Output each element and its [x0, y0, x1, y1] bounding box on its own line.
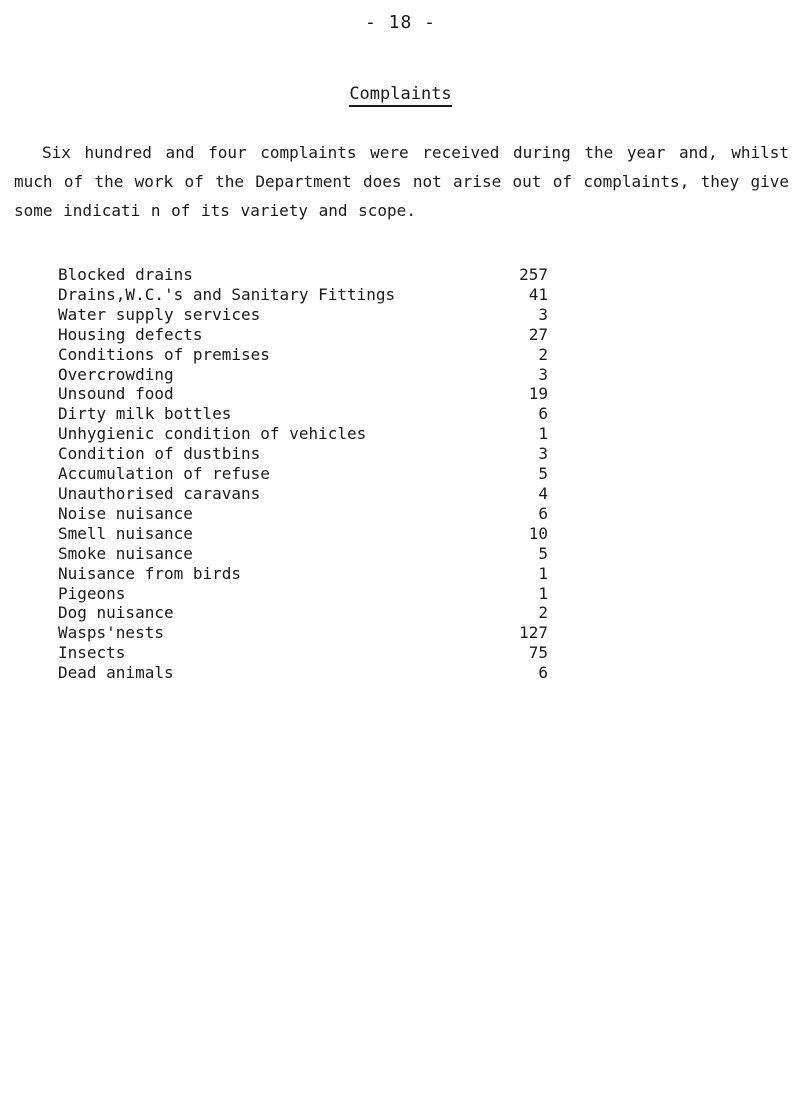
complaint-category: Unhygienic condition of vehicles: [58, 424, 367, 444]
table-row: [58, 643, 548, 663]
complaint-category: Nuisance from birds: [58, 563, 242, 583]
complaint-count: 257: [519, 265, 548, 284]
table-row: [58, 524, 548, 544]
complaint-count: 6: [538, 663, 548, 683]
complaint-category: Unsound food: [58, 384, 174, 404]
table-row: [58, 325, 548, 345]
table-row: [58, 305, 548, 325]
complaint-count: 41: [528, 284, 548, 304]
complaint-count: 2: [538, 344, 548, 364]
section-title-text: Complaints: [349, 84, 451, 107]
complaint-count: 3: [538, 364, 548, 384]
section-title: [0, 84, 801, 104]
complaint-category: Drains,W.C.'s and Sanitary Fittings: [58, 284, 396, 304]
table-row: [58, 365, 548, 385]
complaint-category: Accumulation of refuse: [58, 464, 270, 484]
table-row: [58, 603, 548, 623]
complaint-category: Dead animals: [58, 663, 174, 683]
table-row: [58, 424, 548, 444]
complaint-count: 5: [538, 543, 548, 563]
table-row: [58, 265, 548, 285]
complaint-count: 5: [538, 464, 548, 484]
complaint-count: 2: [538, 603, 548, 623]
complaint-count: 6: [538, 404, 548, 424]
complaint-category: Overcrowding: [58, 364, 174, 384]
complaint-count: 27: [528, 324, 548, 344]
table-row: [58, 384, 548, 404]
complaint-count: 4: [538, 483, 548, 503]
complaint-count: 10: [528, 523, 548, 543]
complaints-table-body: [58, 265, 548, 683]
complaint-category: Water supply services: [58, 304, 261, 324]
table-row: [58, 444, 548, 464]
table-row: [58, 544, 548, 564]
complaint-category: Housing defects: [58, 324, 203, 344]
table-row: [58, 345, 548, 365]
complaint-count: 19: [528, 384, 548, 404]
complaint-category: Wasps'nests: [58, 623, 164, 643]
complaint-count: 1: [538, 583, 548, 603]
complaint-category: Condition of dustbins: [58, 444, 261, 464]
complaint-category: Smell nuisance: [58, 523, 193, 543]
complaint-count: 6: [538, 503, 548, 523]
complaint-category: Pigeons: [58, 583, 126, 603]
complaint-category: Smoke nuisance: [58, 543, 193, 563]
complaint-count: 1: [538, 424, 548, 444]
complaint-count: 1: [538, 563, 548, 583]
complaint-category: Dirty milk bottles: [58, 404, 232, 424]
complaint-category: Blocked drains: [58, 265, 193, 284]
complaint-category: Dog nuisance: [58, 603, 174, 623]
page-number: - 18 -: [364, 12, 437, 33]
complaints-table: [58, 265, 548, 683]
table-row: [58, 404, 548, 424]
table-row: [58, 285, 548, 305]
complaint-count: 75: [528, 643, 548, 663]
table-row: [58, 504, 548, 524]
complaint-category: Noise nuisance: [58, 503, 193, 523]
table-row: [58, 484, 548, 504]
table-row: [58, 564, 548, 584]
table-row: [58, 623, 548, 643]
complaint-category: Conditions of premises: [58, 344, 270, 364]
complaint-category: Insects: [58, 643, 126, 663]
complaint-category: Unauthorised caravans: [58, 483, 261, 503]
intro-paragraph: Six hundred and four complaints were received during the year and, whilst much of the work of the Department does not arise out of complaints, they give some indicati n of its variety and scope.: [14, 143, 789, 220]
table-row: [58, 663, 548, 683]
complaint-count: 3: [538, 304, 548, 324]
table-row: [58, 584, 548, 604]
complaint-count: 3: [538, 444, 548, 464]
complaint-count: 127: [519, 623, 548, 643]
table-row: [58, 464, 548, 484]
